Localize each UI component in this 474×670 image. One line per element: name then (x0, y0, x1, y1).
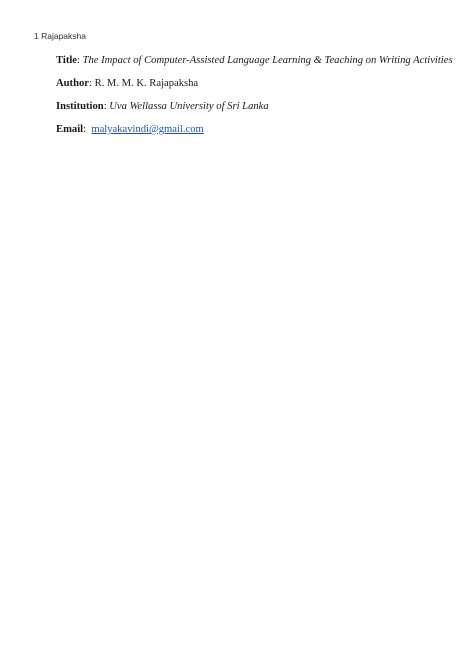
institution-value: Uva Wellassa University of Sri Lanka (109, 101, 269, 112)
institution-label: Institution (56, 101, 104, 112)
title-label: Title (56, 55, 77, 66)
author-line: Author: R. M. M. K. Rajapaksha (56, 78, 199, 89)
running-head: 1 Rajapaksha (34, 31, 86, 41)
email-label: Email (56, 124, 84, 135)
title-value: The Impact of Computer-Assisted Language Learning & Teaching on Writing Activities (82, 55, 453, 66)
author-label: Author (56, 78, 89, 89)
title-line: Title: The Impact of Computer-Assisted Language Learning & Teaching on Writing Activities (56, 55, 453, 66)
author-value: R. M. M. K. Rajapaksha (94, 78, 199, 89)
email-line: Email: malyakavindi@gmail.com (56, 124, 204, 135)
institution-line: Institution: Uva Wellassa University of Sri Lanka (56, 101, 269, 112)
email-link[interactable]: malyakavindi@gmail.com (91, 124, 204, 135)
